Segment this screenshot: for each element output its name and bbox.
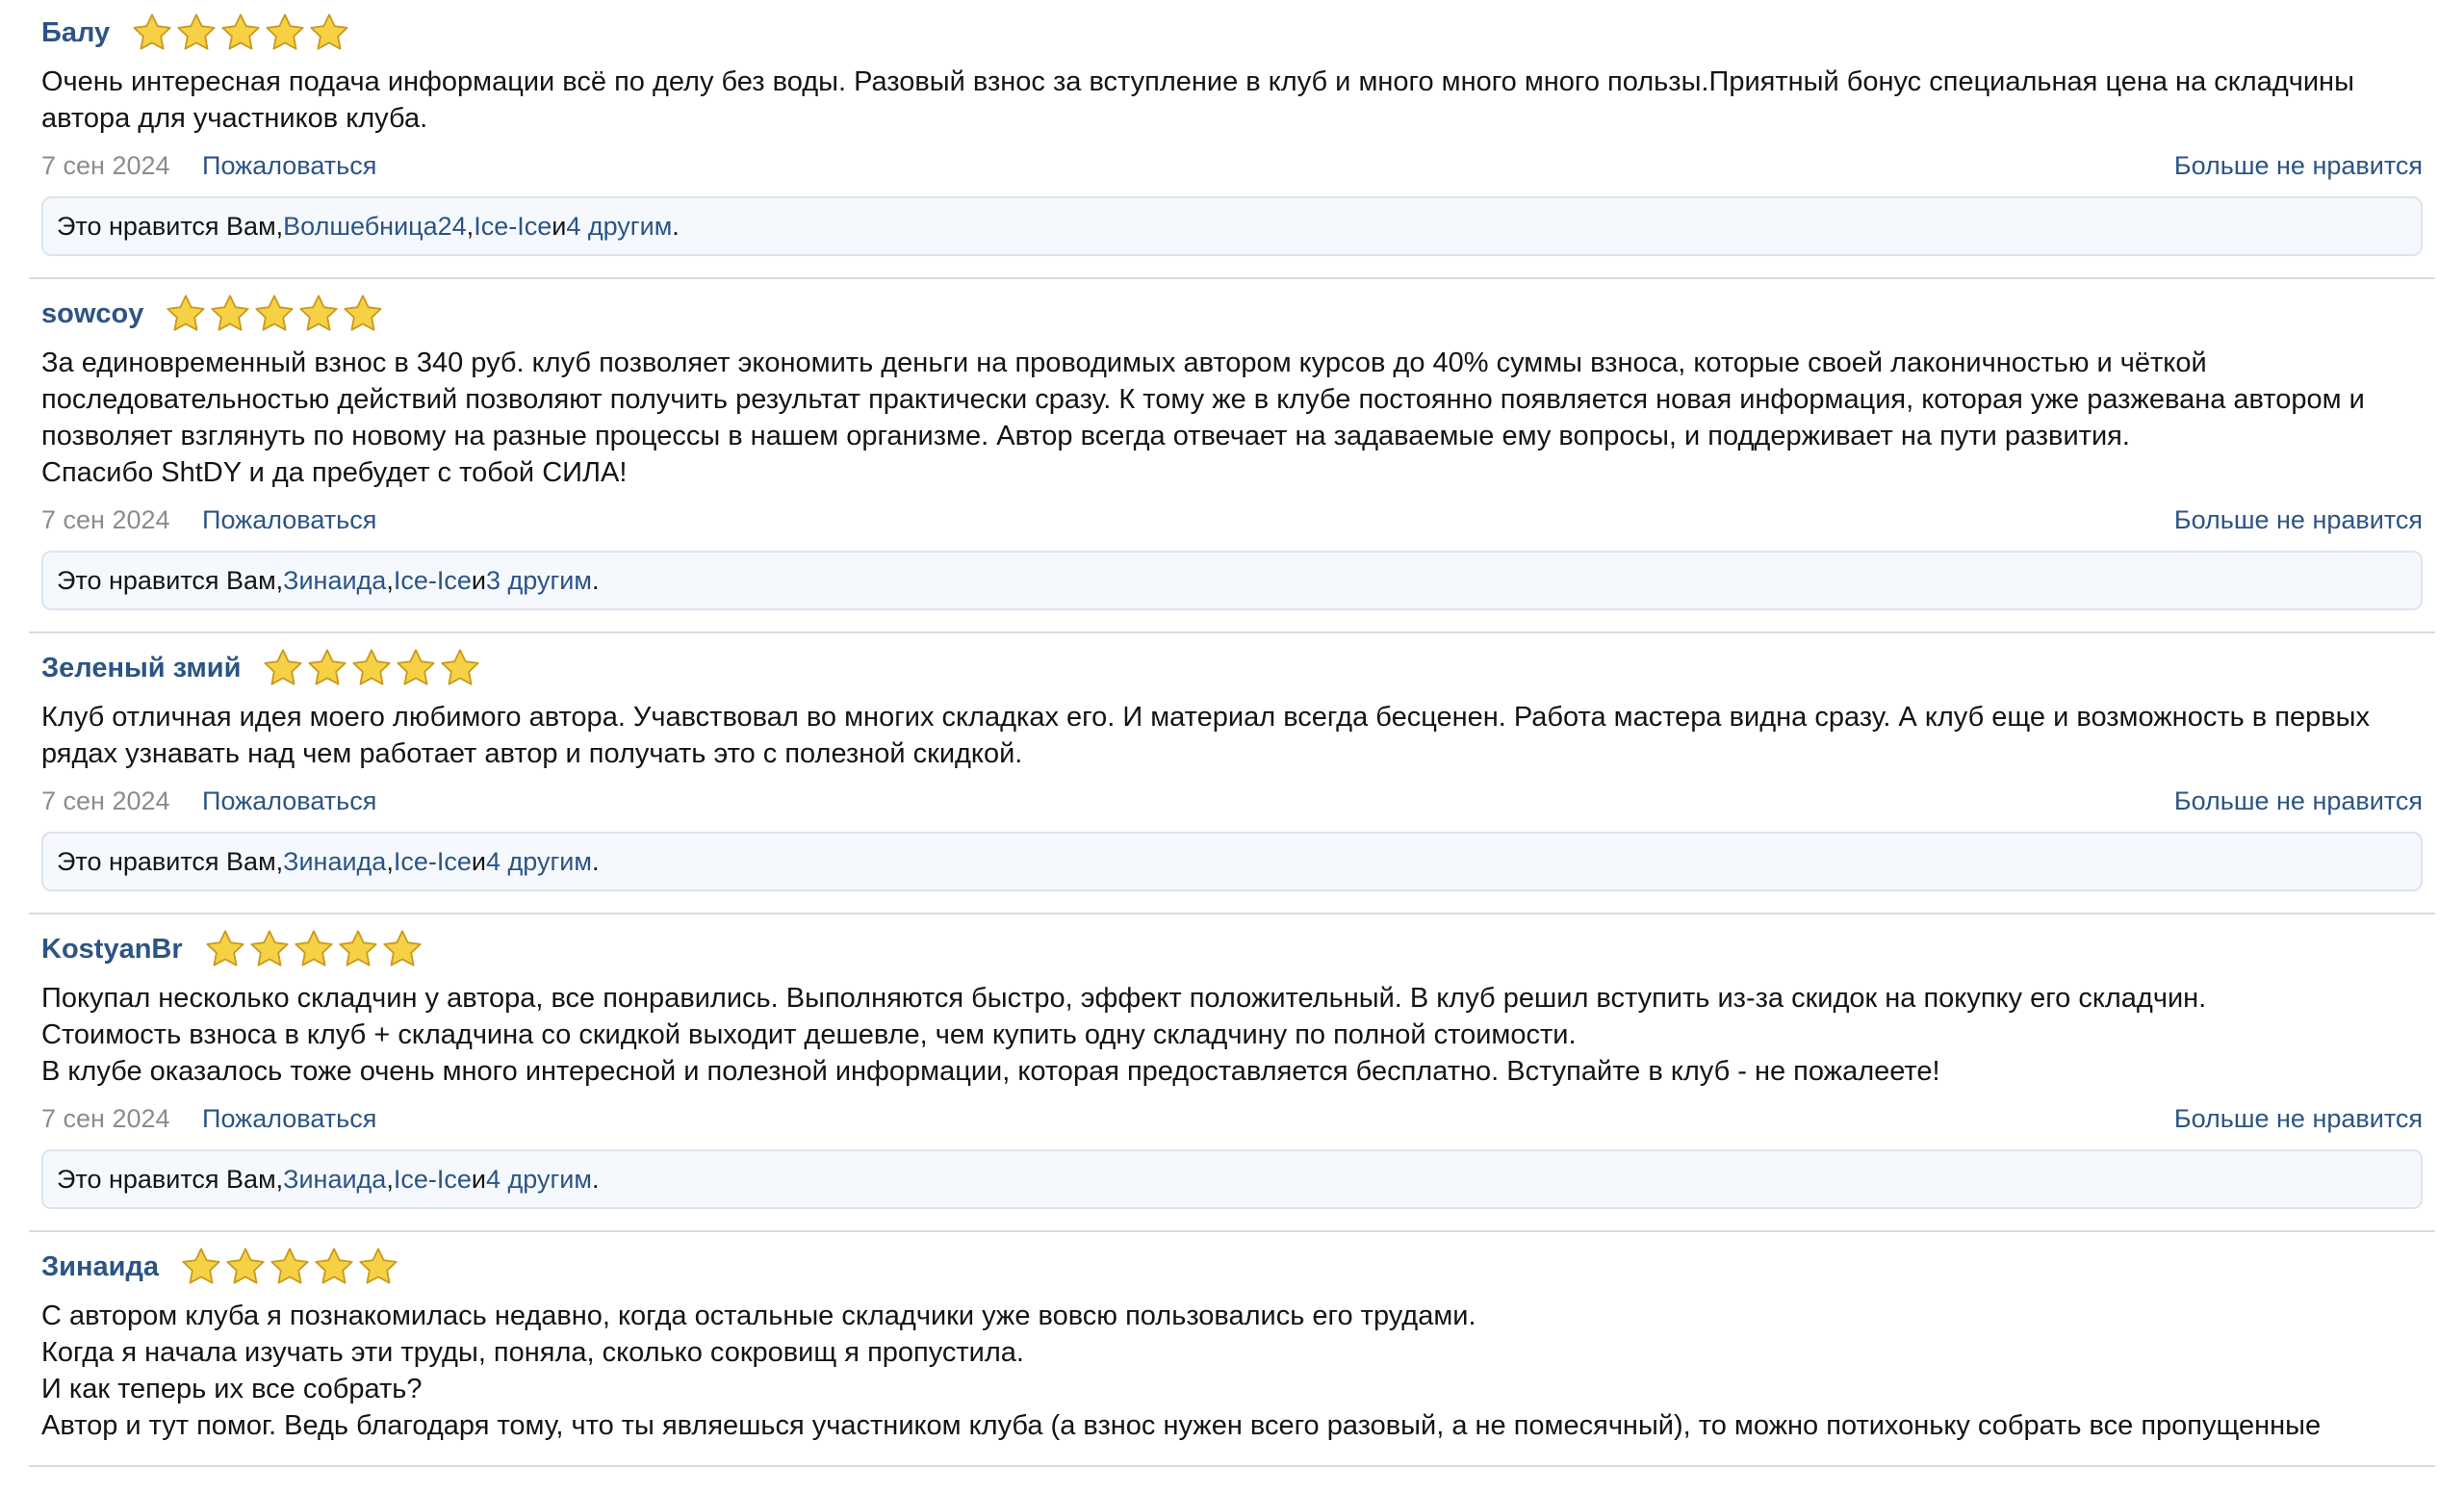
likes-and: и bbox=[471, 565, 486, 595]
liker-link[interactable]: Ice-Ice bbox=[393, 846, 472, 876]
likes-prefix: Это нравится Вам, bbox=[57, 211, 284, 241]
likes-suffix: . bbox=[591, 565, 600, 595]
star-icon bbox=[253, 293, 295, 335]
review-item bbox=[29, 279, 2435, 633]
star-icon bbox=[306, 647, 348, 689]
author-link[interactable]: Балу bbox=[41, 16, 111, 48]
likes-summary bbox=[41, 1149, 2423, 1209]
star-icon bbox=[262, 647, 304, 689]
star-icon bbox=[131, 12, 173, 54]
author-link[interactable]: Зеленый змий bbox=[41, 652, 242, 683]
report-link[interactable]: Пожаловаться bbox=[202, 1103, 377, 1133]
star-icon bbox=[357, 1246, 399, 1288]
likes-separator: , bbox=[386, 846, 394, 876]
review-text: За единовременный взнос в 340 руб. клуб позволяет экономить деньги на проводимых автором курсов до 40% суммы взноса, которые своей лаконичностью и чёткой последовательностью действий позволяют получить результат практически сразу. К тому же в клубе постоянно появляется новая информация, которая уже разжевана автором и позволяет взглянуть по новому на разные процессы в нашем организме. Автор всегда отвечает на задаваемые ему вопросы, и поддерживает на пути развития. Спасибо ShtDY и да пребудет с тобой СИЛА! bbox=[41, 348, 2365, 488]
star-icon bbox=[313, 1246, 355, 1288]
likers-others-link[interactable]: 4 другим bbox=[485, 846, 592, 876]
likes-and: и bbox=[552, 211, 567, 241]
star-icon bbox=[204, 928, 246, 970]
likes-prefix: Это нравится Вам, bbox=[57, 1164, 284, 1194]
review-date: 7 сен 2024 bbox=[41, 786, 170, 815]
star-icon bbox=[180, 1246, 222, 1288]
star-icon bbox=[269, 1246, 311, 1288]
liker-link[interactable]: Зинаида bbox=[283, 846, 387, 876]
star-icon bbox=[264, 12, 306, 54]
author-link[interactable]: Зинаида bbox=[41, 1250, 160, 1282]
star-rating bbox=[165, 293, 384, 335]
author-link[interactable]: KostyanBr bbox=[41, 933, 183, 965]
likers-others-link[interactable]: 3 другим bbox=[485, 565, 592, 595]
likers-others-link[interactable]: 4 другим bbox=[566, 211, 673, 241]
star-icon bbox=[175, 12, 218, 54]
star-icon bbox=[165, 293, 207, 335]
star-icon bbox=[381, 928, 424, 970]
likes-prefix: Это нравится Вам, bbox=[57, 565, 284, 595]
review-date: 7 сен 2024 bbox=[41, 1103, 170, 1133]
review-meta bbox=[41, 148, 2423, 183]
star-icon bbox=[350, 647, 393, 689]
likes-separator: , bbox=[386, 1164, 394, 1194]
review-header bbox=[41, 289, 2423, 339]
star-icon bbox=[342, 293, 384, 335]
review-header bbox=[41, 8, 2423, 58]
review-text: Покупал несколько складчин у автора, все понравились. Выполняются быстро, эффект положительный. В клуб решил вступить из-за скидок на покупку его складчин. Стоимость взноса в клуб + складчина со скидкой выходит дешевле, чем купить одну складчину по полной стоимости. В клубе оказалось тоже очень много интересной и полезной информации, которая предоставляется бесплатно. Вступайте в клуб - не пожалеете! bbox=[41, 983, 2207, 1087]
review-text: Очень интересная подача информации всё по делу без воды. Разовый взнос за вступление в клуб и много много много пользы.Приятный бонус специальная цена на складчины автора для участников клуба. bbox=[41, 66, 2362, 134]
review-item bbox=[29, 0, 2435, 279]
star-icon bbox=[224, 1246, 267, 1288]
review-item bbox=[29, 1232, 2435, 1467]
star-icon bbox=[439, 647, 481, 689]
star-icon bbox=[297, 293, 340, 335]
likes-summary bbox=[41, 832, 2423, 891]
review-text: С автором клуба я познакомилась недавно, когда остальные складчики уже вовсю пользовались его трудами. Когда я начала изучать эти труды, поняла, сколько сокровищ я пропустила. И как теперь их все собрать? Автор и тут помог. Ведь благодаря тому, что ты являешься участником клуба (а взнос нужен всего разовый, а не помесячный), то можно потихоньку собрать все пропущенные bbox=[41, 1301, 2322, 1441]
star-icon bbox=[308, 12, 350, 54]
unlike-link[interactable]: Больше не нравится bbox=[2173, 786, 2423, 815]
likes-suffix: . bbox=[591, 846, 600, 876]
liker-link[interactable]: Ice-Ice bbox=[393, 1164, 472, 1194]
unlike-link[interactable]: Больше не нравится bbox=[2173, 1103, 2423, 1133]
star-icon bbox=[395, 647, 437, 689]
star-rating bbox=[262, 647, 481, 689]
report-link[interactable]: Пожаловаться bbox=[202, 150, 377, 180]
review-date: 7 сен 2024 bbox=[41, 504, 170, 534]
star-rating bbox=[131, 12, 350, 54]
star-icon bbox=[293, 928, 335, 970]
likes-suffix: . bbox=[591, 1164, 600, 1194]
review-item bbox=[29, 633, 2435, 914]
review-header bbox=[41, 924, 2423, 974]
likes-suffix: . bbox=[672, 211, 680, 241]
likes-separator: , bbox=[386, 565, 394, 595]
star-rating bbox=[180, 1246, 399, 1288]
liker-link[interactable]: Ice-Ice bbox=[393, 565, 472, 595]
star-icon bbox=[219, 12, 262, 54]
star-icon bbox=[337, 928, 379, 970]
likes-and: и bbox=[471, 1164, 486, 1194]
likes-prefix: Это нравится Вам, bbox=[57, 846, 284, 876]
star-icon bbox=[209, 293, 251, 335]
likes-separator: , bbox=[466, 211, 475, 241]
liker-link[interactable]: Зинаида bbox=[283, 565, 387, 595]
review-meta bbox=[41, 784, 2423, 818]
liker-link[interactable]: Зинаида bbox=[283, 1164, 387, 1194]
report-link[interactable]: Пожаловаться bbox=[202, 786, 377, 815]
review-meta bbox=[41, 1101, 2423, 1136]
author-link[interactable]: sowcoy bbox=[41, 297, 144, 329]
review-header bbox=[41, 643, 2423, 693]
review-date: 7 сен 2024 bbox=[41, 150, 170, 180]
likes-summary bbox=[41, 551, 2423, 610]
unlike-link[interactable]: Больше не нравится bbox=[2173, 150, 2423, 180]
report-link[interactable]: Пожаловаться bbox=[202, 504, 377, 534]
review-meta bbox=[41, 502, 2423, 537]
star-rating bbox=[204, 928, 424, 970]
likes-and: и bbox=[471, 846, 486, 876]
review-header bbox=[41, 1242, 2423, 1292]
likers-others-link[interactable]: 4 другим bbox=[485, 1164, 592, 1194]
review-text: Клуб отличная идея моего любимого автора. Учавствовал во многих складках его. И материал всегда бесценен. Работа мастера видна сразу. А клуб еще и возможность в первых рядах узнавать над чем работает автор и получать это с полезной скидкой. bbox=[41, 702, 2378, 769]
star-icon bbox=[248, 928, 291, 970]
liker-link[interactable]: Волшебница24 bbox=[283, 211, 467, 241]
unlike-link[interactable]: Больше не нравится bbox=[2173, 504, 2423, 534]
review-item bbox=[29, 914, 2435, 1232]
likes-summary bbox=[41, 196, 2423, 256]
liker-link[interactable]: Ice-Ice bbox=[474, 211, 552, 241]
